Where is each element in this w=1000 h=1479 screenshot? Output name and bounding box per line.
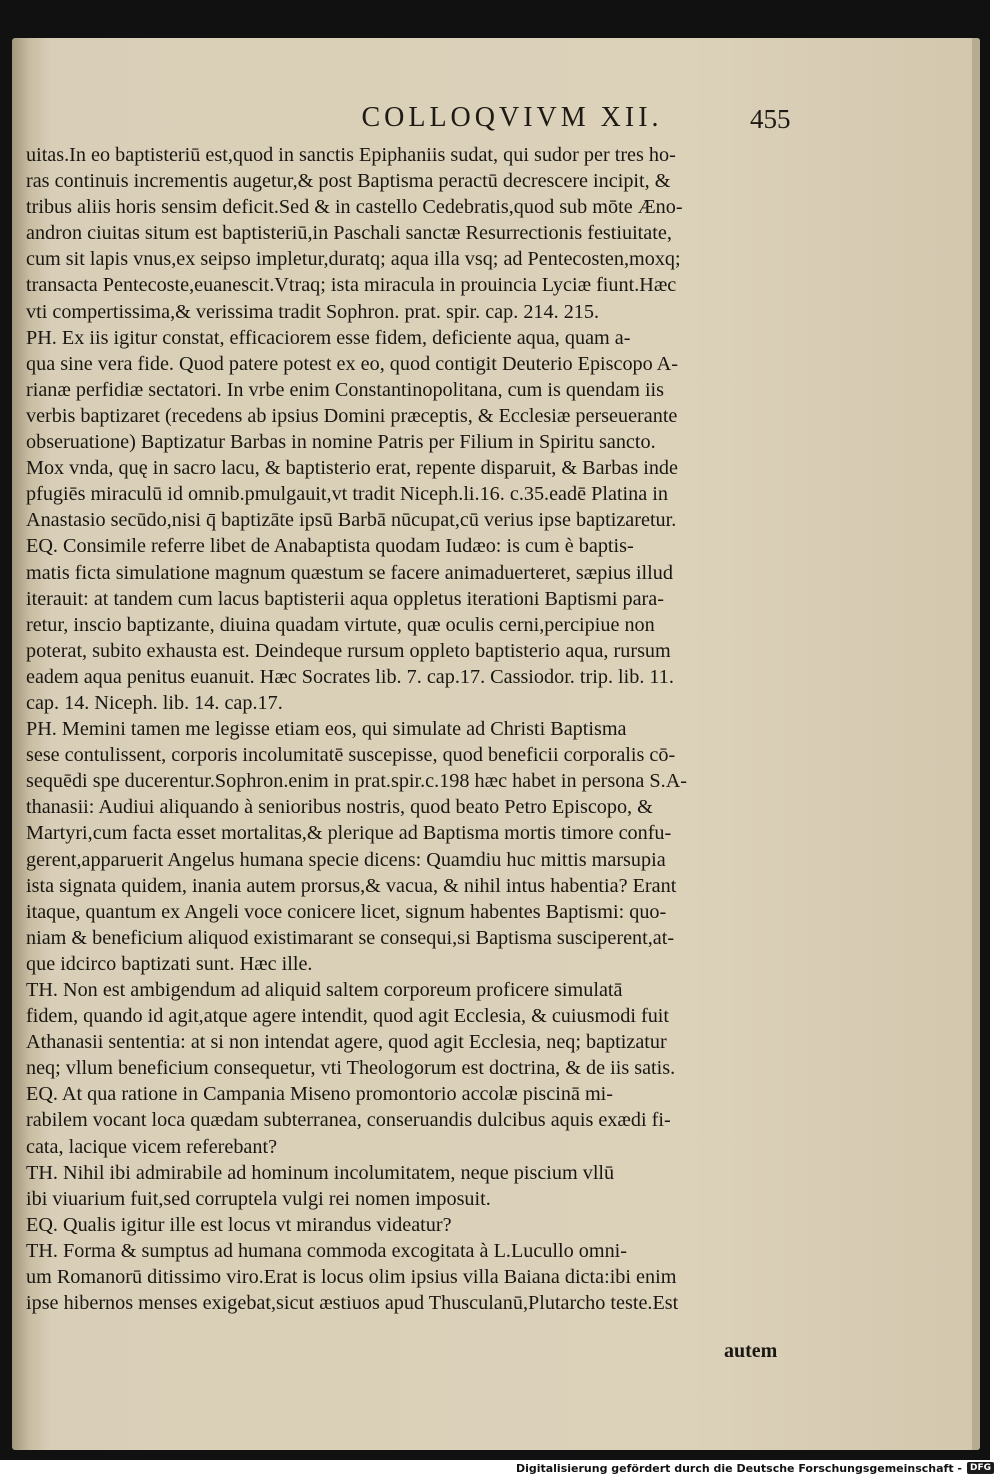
text-line: PH. Ex iis igitur constat, efficaciorem esse fidem, deficiente aqua, quam a- (26, 326, 631, 349)
text-line: TH. Non est ambigendum ad aliquid saltem corporeum proficere simulatā (26, 979, 623, 1001)
text-line: cap. 14. Niceph. lib. 14. cap.17. (26, 691, 283, 714)
text-line: cata, lacique vicem referebant? (26, 1135, 278, 1158)
text-line: Anastasio secūdo,nisi q̄ baptizāte ipsū Barbā nūcupat,cū verius ipse baptizaretur. (26, 509, 677, 532)
text-line: tribus aliis horis sensim deficit.Sed & in castello Cedebratis,quod sub mōte Æno- (26, 196, 683, 219)
text-line: um Romanorū ditissimo viro.Erat is locus olim ipsius villa Baiana dicta:ibi enim (26, 1266, 677, 1289)
text-line: vti compertissima,& verissima tradit Sophron. prat. spir. cap. 214. 215. (26, 300, 600, 323)
text-line: verbis baptizaret (recedens ab ipsius Domini præceptis, & Ecclesiæ perseuerante (26, 404, 678, 427)
body-text (26, 142, 788, 1316)
text-line: TH. Forma & sumptus ad humana commoda excogitata à L.Lucullo omni- (26, 1239, 628, 1262)
text-line: rabilem vocant loca quædam subterranea, conseruandis dulcibus aquis exædi fi- (26, 1109, 671, 1132)
text-line: sese contulissent, corporis incolumitatē suscepisse, quod beneficii corporalis cō- (26, 744, 676, 767)
text-line: obseruatione) Baptizatur Barbas in nomine Patris per Filium in Spiritu sancto. (26, 431, 656, 454)
text-line: EQ. Consimile referre libet de Anabaptista quodam Iudæo: is cum è baptis- (26, 535, 634, 558)
text-line: andron ciuitas situm est baptisteriū,in Paschali sanctæ Resurrectionis festiuitate, (26, 222, 672, 245)
dfg-logo: DFG (967, 1462, 994, 1474)
page-number: 455 (750, 104, 791, 134)
text-line: qua sine vera fide. Quod patere potest ex eo, quod contigit Deuterio Episcopo A- (26, 352, 678, 375)
running-head: COLLOQVIVM XII. (361, 102, 663, 133)
text-line: itaque, quantum ex Angeli voce conicere licet, signum habentes Baptismi: quo- (26, 900, 667, 923)
text-line: rianæ perfidiæ sectatori. In vrbe enim Constantinopolitana, cum is quendam iis (26, 378, 665, 401)
text-line: que idcirco baptizati sunt. Hæc ille. (26, 952, 313, 975)
text-line: EQ. Qualis igitur ille est locus vt mirandus videatur? (26, 1213, 452, 1236)
text-line: Mox vnda, quę in sacro lacu, & baptisterio erat, repente disparuit, & Barbas inde (26, 457, 678, 480)
text-line: matis ficta simulatione magnum quæstum se facere animaduerteret, sæpius illud (26, 561, 673, 584)
text-line: PH. Memini tamen me legisse etiam eos, qui simulate ad Christi Baptisma (26, 718, 627, 741)
book-page (12, 38, 980, 1450)
text-line: eadem aqua penitus euanuit. Hæc Socrates lib. 7. cap.17. Cassiodor. trip. lib. 11. (26, 665, 674, 688)
text-line: thanasii: Audiui aliquando à senioribus nostris, quod beato Petro Episcopo, & (26, 796, 653, 819)
text-line: neq; vllum beneficium consequetur, vti Theologorum est doctrina, & de iis satis. (26, 1057, 676, 1080)
text-line: transacta Pentecoste,euanescit.Vtraq; ista miracula in prouincia Lyciæ fiunt.Hæc (26, 274, 677, 297)
text-line: uitas.In eo baptisteriū est,quod in sanctis Epiphaniis sudat, qui sudor per tres ho- (26, 144, 676, 166)
text-line: ista signata quidem, inania autem prorsus,& vacua, & nihil intus habentia? Erant (26, 874, 677, 897)
text-line: pfugiēs miraculū id omnib.pmulgauit,vt tradit Niceph.li.16. c.35.eadē Platina in (26, 483, 668, 506)
text-line: TH. Nihil ibi admirabile ad hominum incolumitatem, neque piscium vllū (26, 1161, 615, 1184)
digitization-credit: Digitalisierung gefördert durch die Deutsche Forschungsgemeinschaft - (515, 1462, 962, 1475)
text-line: ipse hibernos menses exigebat,sicut æstiuos apud Thusculanū,Plutarcho teste.Est (26, 1292, 679, 1315)
catchword: autem (724, 1340, 778, 1362)
text-line: Martyri,cum facta esset mortalitas,& plerique ad Baptisma mortis timore confu- (26, 822, 672, 845)
text-line: ibi viuarium fuit,sed corruptela vulgi rei nomen imposuit. (26, 1187, 491, 1210)
text-line: ras continuis incrementis augetur,& post Baptisma peractū decrescere incipit, & (26, 170, 671, 193)
text-line: Athanasii sententia: at si non intendat agere, quod agit Ecclesia, neq; baptizatur (26, 1031, 667, 1054)
text-line: EQ. At qua ratione in Campania Miseno promontorio accolæ piscinā mi- (26, 1083, 613, 1106)
text-line: niam & beneficium aliquod existimarant se consequi,si Baptisma susciperent,at- (26, 926, 675, 949)
text-line: poterat, subito exhausta est. Deindeque rursum oppleto baptisterio aqua, rursum (26, 639, 671, 662)
text-line: retur, inscio baptizante, diuina quadam virtute, quæ oculis cerni,percipiue non (26, 613, 655, 636)
text-line: iterauit: at tandem cum lacus baptisterii aqua oppletus iterationi Baptismi para- (26, 587, 664, 610)
text-line: fidem, quando id agit,atque agere intendit, quod agit Ecclesia, & cuiusmodi fuit (26, 1005, 670, 1028)
text-line: gerent,apparuerit Angelus humana specie dicens: Quamdiu huc mittis marsupia (26, 848, 666, 871)
text-line: sequēdi spe ducerentur.Sophron.enim in prat.spir.c.198 hæc habet in persona S.A- (26, 770, 688, 793)
text-line: cum sit lapis vnus,ex seipso impletur,duratq; aqua illa vsq; ad Pentecosten,moxq; (26, 248, 681, 271)
